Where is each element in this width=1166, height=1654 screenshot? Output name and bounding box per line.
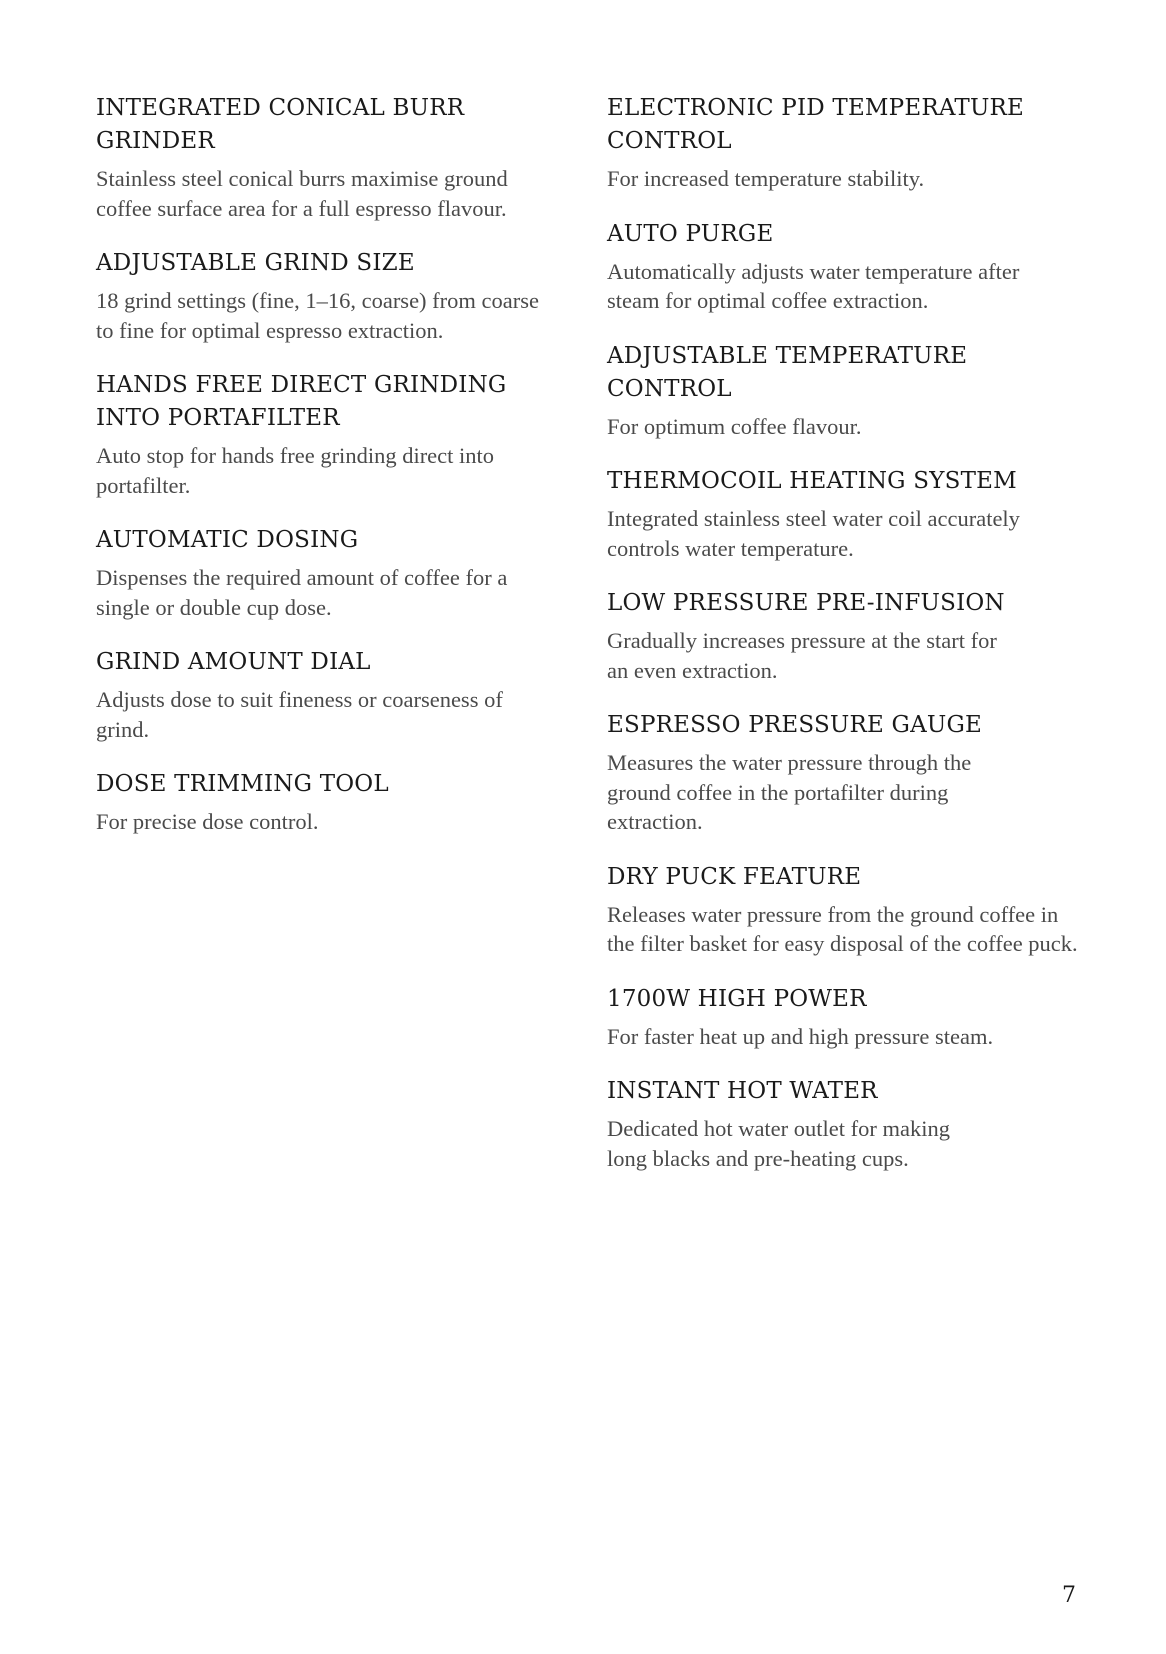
feature-title: ADJUSTABLE GRIND SIZE bbox=[96, 250, 415, 276]
feature-description: Adjusts dose to suit fineness or coarseness of grind. bbox=[96, 687, 503, 742]
feature-description: For precise dose control. bbox=[96, 809, 319, 834]
feature-title: ADJUSTABLE TEMPERATURE CONTROL bbox=[607, 342, 968, 402]
feature-item bbox=[96, 92, 566, 223]
feature-description: 18 grind settings (fine, 1–16, coarse) from coarse to fine for optimal espresso extraction. bbox=[96, 288, 539, 343]
feature-title: GRIND AMOUNT DIAL bbox=[96, 649, 371, 675]
feature-description: Stainless steel conical burrs maximise ground coffee surface area for a full espresso flavour. bbox=[96, 166, 508, 221]
feature-item bbox=[607, 218, 1087, 316]
feature-title: DRY PUCK FEATURE bbox=[607, 863, 862, 890]
feature-title: 1700W HIGH POWER bbox=[607, 985, 867, 1012]
left-feature-column bbox=[96, 92, 566, 861]
feature-item bbox=[607, 92, 1087, 194]
right-feature-column bbox=[607, 92, 1087, 1197]
feature-item bbox=[96, 247, 566, 345]
feature-title: INTEGRATED CONICAL BURR GRINDER bbox=[96, 95, 465, 154]
feature-title: AUTOMATIC DOSING bbox=[96, 527, 359, 553]
feature-item bbox=[607, 983, 1087, 1052]
feature-description: For faster heat up and high pressure steam. bbox=[607, 1023, 994, 1049]
feature-description: Auto stop for hands free grinding direct into portafilter. bbox=[96, 443, 495, 498]
feature-item bbox=[607, 1075, 1087, 1173]
page-number: 7 bbox=[1062, 1583, 1076, 1608]
feature-description: Gradually increases pressure at the start for an even extraction. bbox=[607, 628, 997, 683]
feature-title: ESPRESSO PRESSURE GAUGE bbox=[607, 712, 983, 738]
feature-title: AUTO PURGE bbox=[607, 220, 774, 247]
feature-title: ELECTRONIC PID TEMPERATURE CONTROL bbox=[607, 95, 1025, 154]
feature-item bbox=[607, 587, 1087, 685]
feature-item bbox=[96, 524, 566, 622]
feature-description: Dispenses the required amount of coffee for a single or double cup dose. bbox=[96, 565, 508, 620]
feature-description: Releases water pressure from the ground coffee in the filter basket for easy disposal of the coffee puck. bbox=[607, 901, 1078, 956]
feature-title: INSTANT HOT WATER bbox=[607, 1078, 878, 1104]
feature-item bbox=[607, 340, 1087, 442]
feature-description: Integrated stainless steel water coil accurately controls water temperature. bbox=[607, 506, 1020, 561]
feature-title: THERMOCOIL HEATING SYSTEM bbox=[607, 468, 1017, 494]
feature-item bbox=[96, 369, 566, 500]
feature-description: For increased temperature stability. bbox=[607, 166, 925, 191]
feature-description: Measures the water pressure through the ground coffee in the portafilter during extraction. bbox=[607, 750, 972, 834]
feature-title: HANDS FREE DIRECT GRINDING INTO PORTAFILTER bbox=[96, 372, 507, 431]
feature-title: LOW PRESSURE PRE-INFUSION bbox=[607, 590, 1005, 616]
feature-description: Dedicated hot water outlet for making long blacks and pre-heating cups. bbox=[607, 1116, 951, 1171]
feature-description: For optimum coffee flavour. bbox=[607, 413, 862, 439]
feature-item bbox=[96, 768, 566, 837]
feature-item bbox=[607, 861, 1087, 959]
feature-description: Automatically adjusts water temperature after steam for optimal coffee extraction. bbox=[607, 258, 1020, 313]
feature-item bbox=[96, 646, 566, 744]
feature-title: DOSE TRIMMING TOOL bbox=[96, 771, 389, 797]
feature-item bbox=[607, 709, 1087, 837]
feature-item bbox=[607, 465, 1087, 563]
